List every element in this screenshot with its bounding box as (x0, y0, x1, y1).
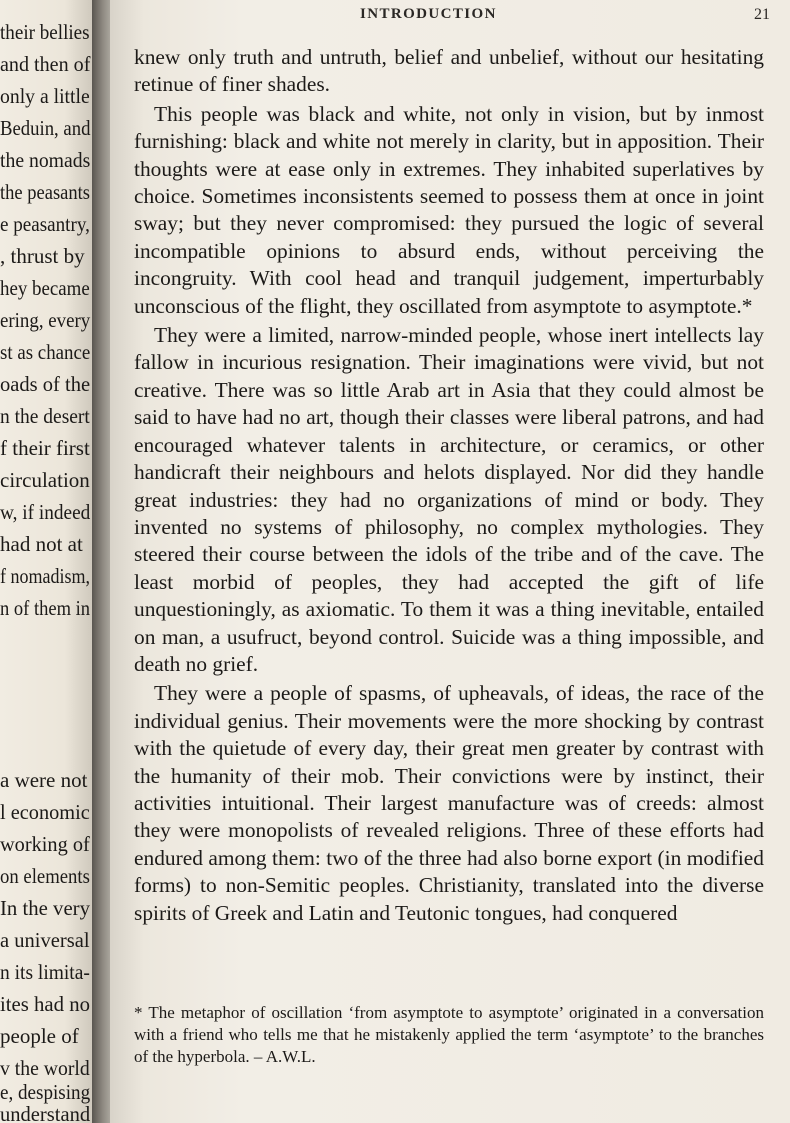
left-page-fragment: people of (0, 1024, 79, 1048)
right-page (110, 0, 790, 1123)
left-page-fragment: f nomadism, (0, 564, 90, 588)
paragraph: This people was black and white, not only in vision, but by inmost furnishing: black and white not merely in clarity, but in apposition. Their thoughts were at ease only in extremes. They inhabited superlatives by choice. Sometimes inconsistents seemed to possess them at once in joint sway; but they never compromised: they pursued the logic of several incompatible opinions to absurd ends, without perceiving the incongruity. With cool head and tranquil judgement, imperturbably unconscious of the flight, they oscillated from asymptote to asymptote.* (134, 101, 764, 318)
left-page-fragment: ering, every (0, 308, 91, 332)
paragraph: They were a people of spasms, of upheavals, of ideas, the race of the individual genius. Their movements were the more shocking by contrast with the quietude of every day, their great men greater by contrast with the humanity of their mob. Their convictions were by instinct, their activities intuitional. Their largest manufacture was of creeds: almost they were monopolists of revealed religions. Three of these efforts had endured among them: two of the three had also borne export (in modified forms) to non-Semitic peoples. Christianity, translated into the diverse spirits of Greek and Latin and Teutonic tongues, had conquered (134, 681, 764, 925)
left-page-fragment: on elements (0, 864, 90, 888)
left-page-fragment: their bellies (0, 20, 90, 44)
page-number: 21 (754, 6, 770, 23)
left-page-fragment: a universal (0, 928, 90, 952)
left-page-fragment: l economic (0, 800, 90, 824)
left-page-fragment: n its limita- (0, 960, 90, 984)
left-page-fragment: had not at (0, 532, 83, 556)
footnote: * The metaphor of oscillation ‘from asymptote to asymptote’ originated in a conversation with a friend who tells me that he mistakenly applied the term ‘asymptote’ to the branches of the hyperbola. – A.W.L. (134, 1003, 764, 1066)
left-page-fragment: circulation (0, 468, 90, 492)
left-page-fragment: oads of the (0, 372, 91, 396)
left-page-fragment: understand (0, 1102, 91, 1123)
left-page-fragment: e, despising (0, 1080, 91, 1104)
left-page-fragment: w, if indeed (0, 500, 91, 524)
left-page-fragment: n the desert (0, 404, 90, 428)
paragraph: knew only truth and untruth, belief and unbelief, without our hesitating retinue of finer shades. (134, 45, 764, 97)
left-page-fragment: the nomads (0, 148, 91, 172)
left-page-fragment: only a little (0, 84, 90, 108)
left-page-fragment: f their first (0, 436, 90, 460)
running-head: INTRODUCTION (360, 6, 497, 22)
left-page-fragment: In the very (0, 896, 90, 920)
left-page-fragment: Beduin, and (0, 116, 91, 140)
left-page-fragment: v the world (0, 1056, 90, 1080)
left-page-fragment: , thrust by (0, 244, 85, 268)
left-page-fragment: and then of (0, 52, 91, 76)
left-page-fragment: working of (0, 832, 90, 856)
left-page-fragment: st as chance (0, 340, 91, 364)
left-page (0, 0, 92, 1123)
left-page-fragment: hey became (0, 276, 90, 300)
paragraph: They were a limited, narrow-minded people, whose inert intellects lay fallow in incurious resignation. Their imaginations were vivid, but not creative. There was so little Arab art in Asia that they could almost be said to have had no art, though their classes were liberal patrons, and had encouraged whatever talents in architecture, or ceramics, or other handicraft their neighbours and helots displayed. Nor did they handle great industries: they had no organizations of mind or body. They invented no systems of philosophy, no complex mythologies. They steered their course between the idols of the tribe and of the cave. The least morbid of peoples, they had accepted the gift of life unquestioningly, as axiomatic. To them it was a thing inevitable, entailed on man, a usufruct, beyond control. Suicide was a thing impossible, and death no grief. (134, 323, 764, 676)
left-page-fragment: e peasantry, (0, 212, 90, 236)
left-page-fragment: n of them in (0, 596, 91, 620)
left-page-fragment: ites had no (0, 992, 90, 1016)
body-text (134, 44, 764, 929)
left-page-fragment: the peasants (0, 180, 91, 204)
left-page-fragment: a were not (0, 768, 88, 792)
